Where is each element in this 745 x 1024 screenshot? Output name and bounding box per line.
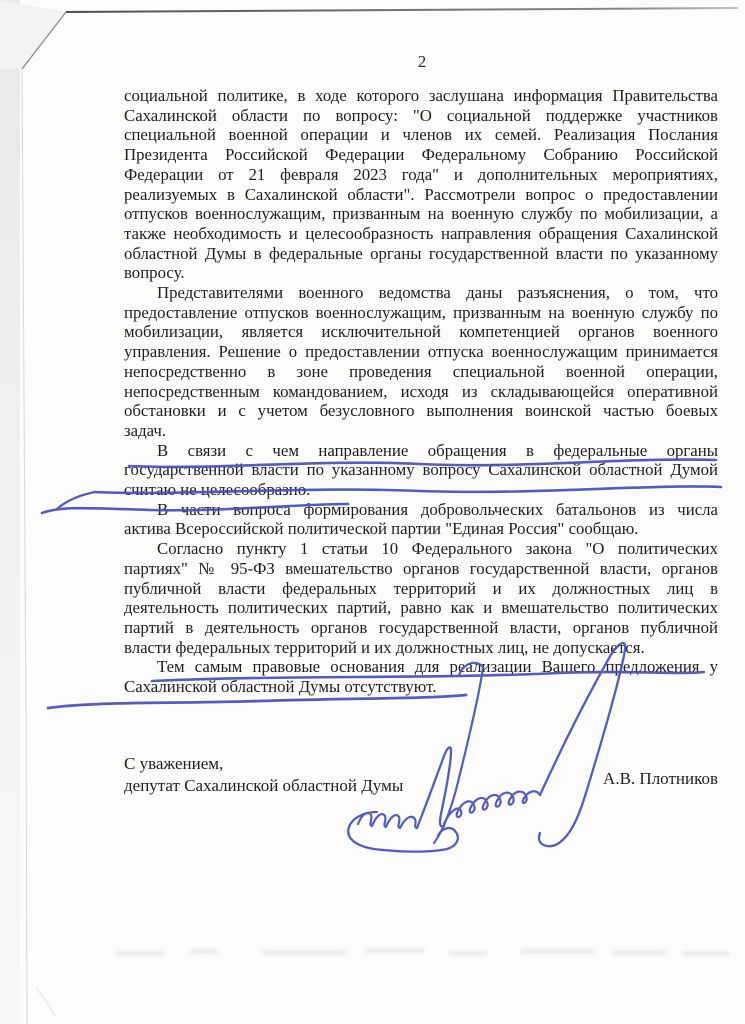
text-line: мобилизации, является исключительной компетенцией органов военного [124, 322, 718, 342]
bleed-squiggle [36, 988, 55, 1016]
left-edge-line [22, 69, 27, 1024]
text-line: В связи с чем направление обращения в федеральные органы [157, 440, 718, 460]
text-line: партий в деятельность органов государственной власти, органов публичной [124, 617, 718, 637]
pen-underline-2-tail [57, 492, 95, 509]
text-line: отпусков военнослужащим, призванным на военную службу по мобилизации, а [124, 204, 718, 224]
text-line: государственной власти по указанному вопросу Сахалинской областной Думой [124, 460, 718, 480]
text-line: вопросу. [124, 263, 185, 283]
paragraph-4 [124, 500, 718, 539]
text-line: Сахалинской области по вопросу: "О социальной поддержке участников [124, 105, 718, 125]
text-line: деятельность политических партий, равно как и вмешательство политических [124, 598, 718, 618]
text-line: власти федеральных территорий и их должностных лиц, не допускается. [124, 637, 645, 657]
text-line: Тем самым правовые основания для реализации Вашего предложения у [157, 657, 718, 677]
paragraph-6-underlined [124, 657, 718, 696]
letter-body [124, 86, 718, 697]
text-line: также необходимость и целесообразность направления обращения Сахалинской [124, 223, 718, 243]
text-line: публичной власти федеральных территорий и их должностных лиц в [124, 578, 718, 598]
paragraph-3-underlined [124, 441, 718, 500]
paragraph-5 [124, 539, 718, 657]
signatory-title: депутат Сахалинской областной Думы [124, 775, 404, 795]
signature-loop-chain [444, 791, 540, 824]
text-line: непосредственным командованием, исходя из складывающейся оперативной [124, 381, 718, 401]
text-line: Представителями военного ведомства даны разъяснения, о том, что [157, 283, 718, 303]
top-edge-line [66, 8, 738, 12]
text-line: Согласно пункту 1 статьи 10 Федерального закона "О политических [157, 539, 718, 559]
page-number: 2 [417, 52, 427, 71]
paragraph-2 [124, 283, 718, 441]
text-line: В части вопроса формирования добровольческих батальонов из числа [157, 499, 718, 519]
text-line: Президента Российской Федерации Федеральному Собранию Российской [124, 145, 718, 165]
text-line: считаю не целесообразно. [124, 480, 311, 500]
closing-block [124, 753, 403, 796]
text-line: непосредственно в зоне проведения специальной военной операции, [124, 361, 718, 381]
signatory-name: А.В. Плотников [603, 769, 718, 788]
text-line: задач. [124, 420, 167, 440]
scanner-background-strip [0, 0, 20, 1024]
text-line: актива Всероссийской политической партии "Единая Россия" сообщаю. [124, 519, 639, 539]
text-line: предоставление отпусков военнослужащим, призванным на военную службу по [124, 302, 718, 322]
pen-underline-5 [48, 695, 466, 708]
signature-bottom-curl [348, 812, 458, 852]
signature-squiggle [358, 813, 417, 828]
text-line: специальной военной операции и членов их семей. Реализация Послания [124, 125, 718, 145]
text-line: реализуемых в Сахалинской области". Рассмотрели вопрос о предоставлении [124, 184, 718, 204]
closing-salutation: С уважением, [124, 754, 224, 773]
text-line: Сахалинской областной Думы отсутствуют. [124, 677, 437, 697]
text-line: областной Думы в федеральные органы государственной власти по указанному [124, 243, 718, 263]
text-line: обстановки и с учетом безусловного выполнения воинской частью боевых [124, 401, 718, 421]
folded-corner-artifact [0, 0, 120, 80]
signature-spike [417, 747, 451, 828]
text-line: управления. Решение о предоставлении отпуска военнослужащим принимается [124, 342, 718, 362]
paragraph-1 [124, 86, 718, 283]
text-line: Федерации от 21 февраля 2023 года" и дополнительных мероприятиях, [124, 164, 718, 184]
text-line: социальной политике, в ходе которого заслушана информация Правительства [124, 86, 718, 105]
text-line: партиях" № 95-ФЗ вмешательство органов государственной власти, органов [124, 558, 718, 578]
